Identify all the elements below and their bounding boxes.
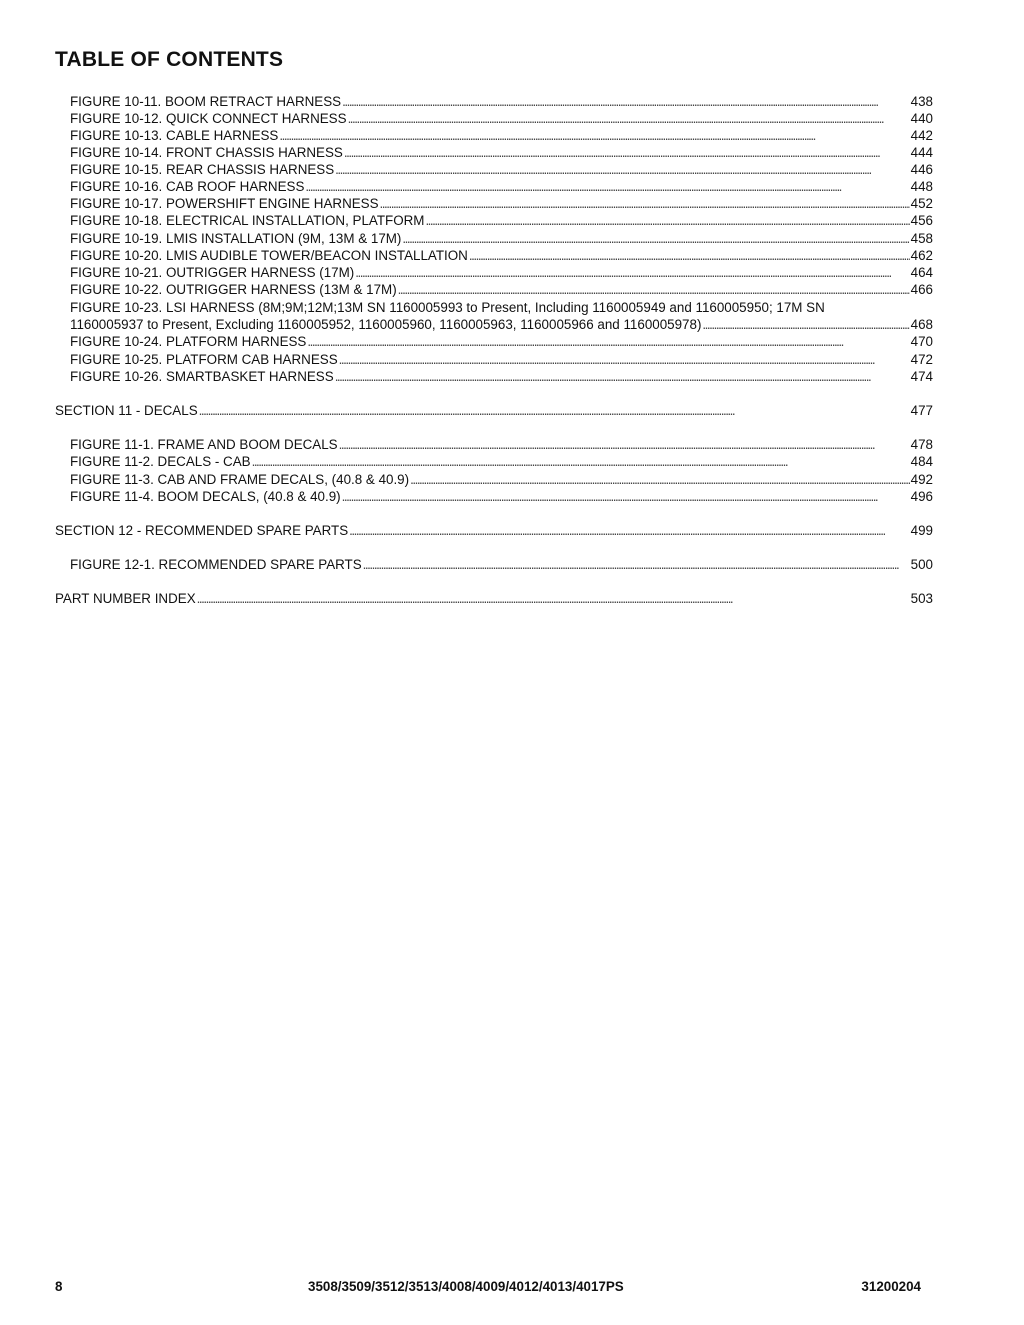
toc-entry-text: FIGURE 10-23. LSI HARNESS (8M;9M;12M;13M SN 1160005993 to Present, Including 1160005949 and 1160005950; 17M SN: [70, 300, 825, 315]
toc-section-entry[interactable]: [55, 522, 933, 539]
toc-figure-entry[interactable]: [70, 556, 933, 573]
toc-entry-page: 492: [910, 472, 933, 487]
toc-figure-entry[interactable]: [70, 264, 933, 281]
toc-figure-entry[interactable]: [70, 247, 933, 264]
toc-figure-entry[interactable]: [70, 161, 933, 178]
toc-entry-label: FIGURE 10-17. POWERSHIFT ENGINE HARNESS: [70, 196, 379, 211]
dot-leader: [307, 333, 909, 350]
toc-figure-entry[interactable]: [70, 212, 933, 229]
toc-figure-entry[interactable]: [70, 195, 933, 212]
toc-entry-label: FIGURE 12-1. RECOMMENDED SPARE PARTS: [70, 557, 362, 572]
toc-entry-label: FIGURE 10-14. FRONT CHASSIS HARNESS: [70, 145, 343, 160]
dot-leader: [380, 195, 910, 212]
toc-entry-label: FIGURE 11-4. BOOM DECALS, (40.8 & 40.9): [70, 489, 341, 504]
toc-figure-entry[interactable]: [70, 178, 933, 195]
toc-entry-page: 444: [910, 145, 933, 160]
dot-leader: [339, 351, 910, 368]
toc-entry-label: FIGURE 11-1. FRAME AND BOOM DECALS: [70, 437, 338, 452]
toc-entry-label: FIGURE 10-12. QUICK CONNECT HARNESS: [70, 111, 347, 126]
toc-entry-page: 472: [910, 352, 933, 367]
toc-entry-page: 466: [910, 282, 933, 297]
toc-figure-entry[interactable]: [70, 230, 933, 247]
dot-leader: [339, 436, 910, 453]
toc-figure-entry[interactable]: [70, 368, 933, 385]
toc-figure-entry[interactable]: [70, 351, 933, 368]
toc-figure-entry[interactable]: [70, 436, 933, 453]
dot-leader: [199, 402, 910, 419]
toc-entry-label: FIGURE 11-2. DECALS - CAB: [70, 454, 251, 469]
dot-leader: [279, 127, 909, 144]
dot-leader: [355, 264, 909, 281]
toc-entry-page: 442: [910, 128, 933, 143]
toc-section-entry[interactable]: [55, 590, 933, 607]
toc-entry-label: FIGURE 10-25. PLATFORM CAB HARNESS: [70, 352, 338, 367]
dot-leader: [702, 316, 909, 333]
dot-leader: [252, 453, 910, 470]
toc-entry-label: FIGURE 11-3. CAB AND FRAME DECALS, (40.8 & 40.9): [70, 472, 410, 487]
toc-section-entry[interactable]: [55, 402, 933, 419]
toc-entry-label: FIGURE 10-20. LMIS AUDIBLE TOWER/BEACON INSTALLATION: [70, 248, 468, 263]
dot-leader: [342, 488, 910, 505]
toc-entry-label: SECTION 12 - RECOMMENDED SPARE PARTS: [55, 523, 349, 538]
toc-entry-page: 440: [910, 111, 933, 126]
toc-entry-page: 477: [910, 403, 933, 418]
toc-entry-page: 438: [910, 94, 933, 109]
toc-entry-page: 446: [910, 162, 933, 177]
dot-leader: [197, 590, 910, 607]
toc-entry-label: FIGURE 10-26. SMARTBASKET HARNESS: [70, 369, 334, 384]
dot-leader: [342, 93, 910, 110]
dot-leader: [363, 556, 910, 573]
dot-leader: [425, 212, 909, 229]
dot-leader: [469, 247, 910, 264]
toc-figure-entry[interactable]: [70, 281, 933, 298]
toc-entry-page: 503: [910, 591, 933, 606]
toc-entry-page: 456: [910, 213, 933, 228]
toc-entry-label: FIGURE 10-22. OUTRIGGER HARNESS (13M & 17M): [70, 282, 397, 297]
dot-leader: [335, 368, 910, 385]
toc-figure-entry[interactable]: [70, 110, 933, 127]
toc-entry-page: 448: [910, 179, 933, 194]
dot-leader: [410, 471, 910, 488]
dot-leader: [344, 144, 910, 161]
toc-entry-page: 478: [910, 437, 933, 452]
toc-figure-entry[interactable]: [70, 93, 933, 110]
toc-entry-label: FIGURE 10-16. CAB ROOF HARNESS: [70, 179, 305, 194]
toc-figure-entry[interactable]: [70, 127, 933, 144]
toc-entry-page: 452: [910, 196, 933, 211]
toc-figure-entry[interactable]: [70, 453, 933, 470]
toc-entry-label: FIGURE 10-18. ELECTRICAL INSTALLATION, PLATFORM: [70, 213, 425, 228]
dot-leader: [335, 161, 909, 178]
toc-entry-page: 470: [910, 334, 933, 349]
footer-page-number: 8: [55, 1279, 63, 1294]
dot-leader: [402, 230, 909, 247]
toc-entry-page: 468: [910, 317, 933, 332]
toc-figure-entry[interactable]: [70, 144, 933, 161]
toc-entry-label: FIGURE 10-19. LMIS INSTALLATION (9M, 13M & 17M): [70, 231, 402, 246]
footer-doc-number: 31200204: [861, 1279, 921, 1294]
toc-entry-label: FIGURE 10-13. CABLE HARNESS: [70, 128, 279, 143]
toc-figure-entry[interactable]: [70, 316, 933, 333]
toc-entry-label: FIGURE 10-15. REAR CHASSIS HARNESS: [70, 162, 335, 177]
toc-entry-page: 500: [910, 557, 933, 572]
toc-entry-page: 462: [910, 248, 933, 263]
toc-entry-label: 1160005937 to Present, Excluding 1160005952, 1160005960, 1160005963, 1160005966 and 1160005978): [70, 317, 702, 332]
toc-entry-label: PART NUMBER INDEX: [55, 591, 196, 606]
toc-entry-label: FIGURE 10-21. OUTRIGGER HARNESS (17M): [70, 265, 355, 280]
toc-entry-label: SECTION 11 - DECALS: [55, 403, 198, 418]
dot-leader: [348, 110, 910, 127]
toc-entry-page: 484: [910, 454, 933, 469]
dot-leader: [349, 522, 910, 539]
toc-entry-label: FIGURE 10-24. PLATFORM HARNESS: [70, 334, 307, 349]
dot-leader: [398, 281, 910, 298]
toc-figure-entry[interactable]: [70, 333, 933, 350]
toc-entry-page: 499: [910, 523, 933, 538]
toc-entry-page: 464: [910, 265, 933, 280]
footer-model: 3508/3509/3512/3513/4008/4009/4012/4013/4017PS: [308, 1279, 624, 1294]
toc-entry-label: FIGURE 10-11. BOOM RETRACT HARNESS: [70, 94, 342, 109]
page-footer: [55, 1279, 921, 1297]
toc-entry-page: 458: [910, 231, 933, 246]
dot-leader: [305, 178, 909, 195]
toc-entry-page: 474: [910, 369, 933, 384]
toc-entry-page: 496: [910, 489, 933, 504]
toc-figure-entry[interactable]: [70, 471, 933, 488]
page-title: TABLE OF CONTENTS: [55, 48, 284, 71]
toc-figure-entry[interactable]: [70, 488, 933, 505]
